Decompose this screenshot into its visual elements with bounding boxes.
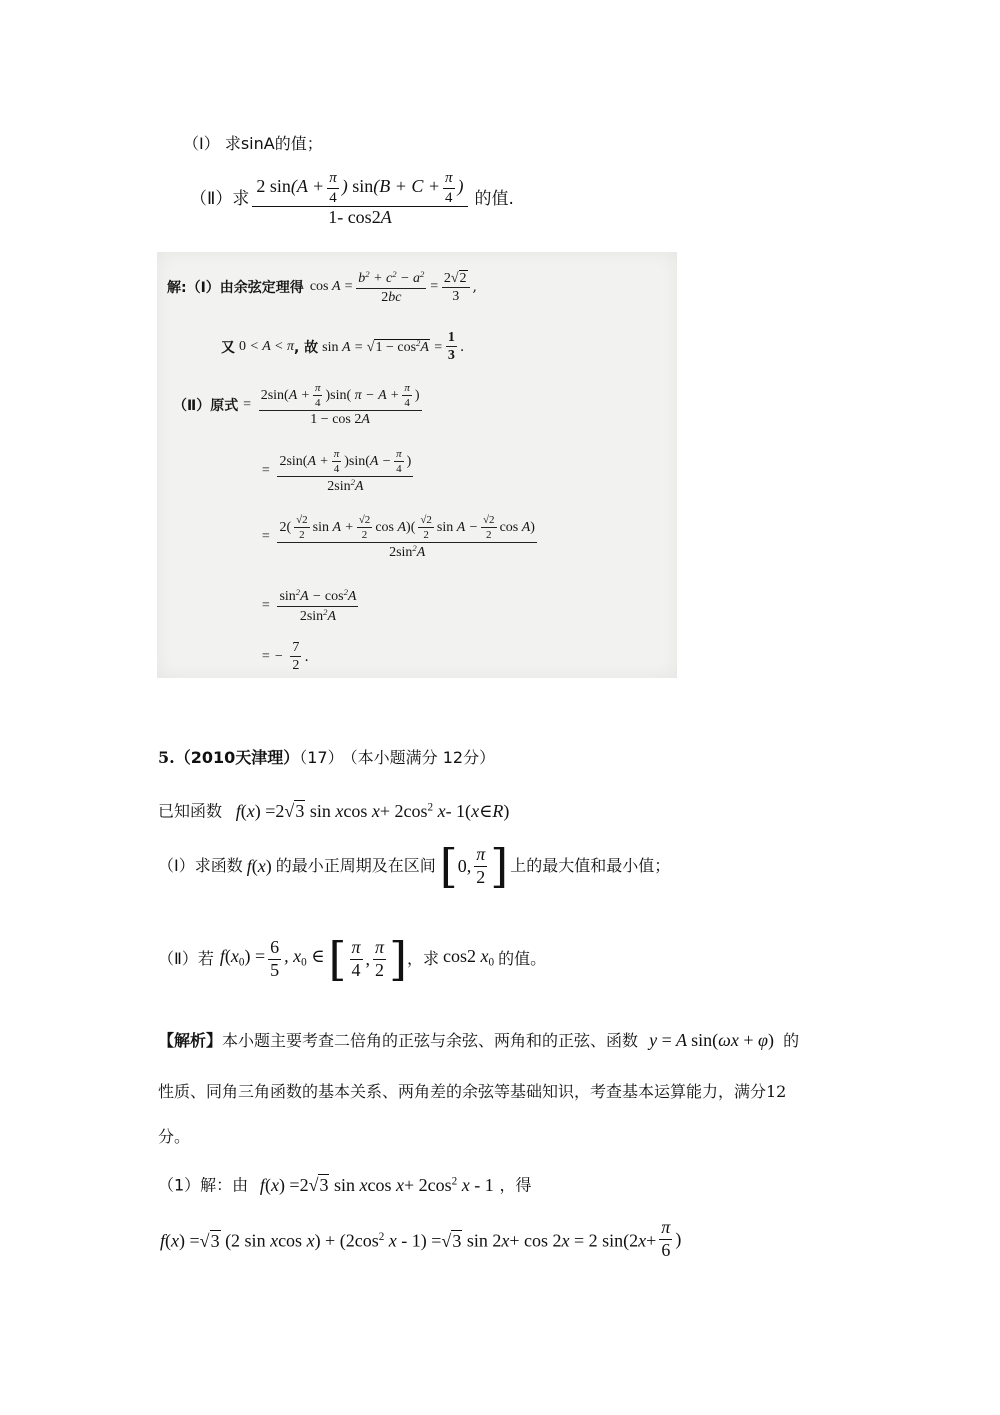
analysis-l1-tail: 的: [783, 1031, 800, 1050]
scan-line-3: （Ⅱ）原式 = 2sin(A + $\frac{\pi}{4}$ )sin( π − A + $\frac{\pi}{4}$ ) 1 − cos 2A: [173, 382, 420, 428]
scan-line-4: = 2sin(A + $\frac{\pi}{4}$ )sin(A − $\frac{\pi}{4}$ ) $2\sin^2A$: [261, 448, 412, 495]
part2-label: （Ⅱ）求: [190, 188, 250, 209]
scan-line-5: = 2( $\frac{√2}{2}$ sin A + $\frac{√2}{2}$ cos A)( $\frac{√2}{2}$ sin A − $\frac{√2}{2}$ cos A) $2\sin^2A$: [261, 514, 535, 561]
part1-label: （Ⅰ）: [183, 134, 220, 153]
problem5-source: （2010天津理）: [174, 748, 300, 767]
part2-tail: 的值.: [474, 188, 514, 209]
problem5-part2: （Ⅱ）若 $f(x_0)$ = $\frac{6}{5}$ , $x_0$ ∈ [ $\frac{\pi}{4}$ , $\frac{\pi}{2}$ ] ，求 cos2 $x_0$ 的值。: [158, 932, 547, 986]
scan-line-6: = $\frac{\sin^2A - \cos^2A}{2\sin^2A}$: [261, 587, 357, 624]
p5-q1-label: （Ⅰ）求函数: [158, 856, 243, 875]
given-label: 已知函数: [158, 801, 223, 821]
analysis-line-1: 【解析】本小题主要考查二倍角的正弦与余弦、两角和的正弦、函数 y = A sin(ωx + φ) 的: [158, 1030, 800, 1050]
analysis-line-3: 分。: [158, 1127, 191, 1146]
sol-s1-label: （1）解：由: [158, 1175, 249, 1195]
part2-question: [190, 170, 514, 228]
scan-l1-label: 解:（Ⅰ）由余弦定理得: [167, 280, 304, 297]
scanned-solution: [157, 252, 677, 678]
part1-text: 求sinA的值；: [224, 134, 323, 153]
p5-q2-end: 的值。: [498, 949, 547, 968]
part2-fraction: 2 sin(A + $\frac{\pi}{4}$ ) sin(B + C + $\frac{\pi}{4}$ ) 1- cos2A: [252, 170, 467, 228]
p5-q1-tail: 上的最大值和最小值；: [510, 856, 671, 875]
problem5-points: （本小题满分 12分）: [349, 748, 496, 767]
solution-line-1: （1）解：由 f(x) =2√3 sin xcos $x+ 2\cos^2$ x - 1 ，得: [158, 1174, 532, 1195]
analysis-l1: 本小题主要考查二倍角的正弦与余弦、两角和的正弦、函数: [222, 1031, 639, 1050]
scan-line-7: = − $\frac{7}{2}$ .: [261, 640, 309, 674]
scan-line-2: 又 0 < A < π , 故 $\sin A = √1 - \cos^2A$ = $\frac{1}{3}$ .: [221, 330, 465, 364]
sol-s1-tail: ，得: [499, 1175, 532, 1195]
scan-l2-b: , 故: [293, 339, 319, 356]
analysis-line-2: 性质、同角三角函数的基本关系、两角差的余弦等基础知识，考查基本运算能力，满分12: [158, 1082, 787, 1101]
given-function: 已知函数 f(x) =2√3 sin xcos $x+ 2\cos^2$ x- 1(x∈R): [158, 800, 510, 821]
p5-q2-tail: ，求: [407, 949, 440, 968]
problem5-number: 5.: [158, 748, 175, 767]
scan-l3-label: （Ⅱ）原式: [173, 397, 239, 414]
analysis-tag: 【解析】: [158, 1031, 223, 1050]
problem5-part1: （Ⅰ）求函数 f(x) 的最小正周期及在区间 [ 0, $\frac{\pi}{2}$ ] 上的最大值和最小值；: [158, 839, 671, 893]
p5-q2-label: （Ⅱ）若: [158, 949, 214, 968]
part1-question: [183, 134, 323, 154]
scan-line-1: 解:（Ⅰ）由余弦定理得 cos A = $\frac{b^2 + c^2 - a^2}{2bc}$ = $\frac{2√2}{3}$ ,: [167, 269, 477, 305]
problem5-qnum: （17）: [299, 748, 344, 767]
problem5-header: [158, 748, 495, 768]
scan-l2-a: 又: [221, 339, 235, 356]
p5-q1-mid: 的最小正周期及在区间: [275, 856, 436, 875]
solution-line-2: f(x) =√3 (2 sin xcos $x) + (2\cos^2$ x - 1) =√3 sin 2x+ cos 2x = 2 sin(2x+ $\frac{\pi}{6}$ ): [160, 1217, 682, 1260]
